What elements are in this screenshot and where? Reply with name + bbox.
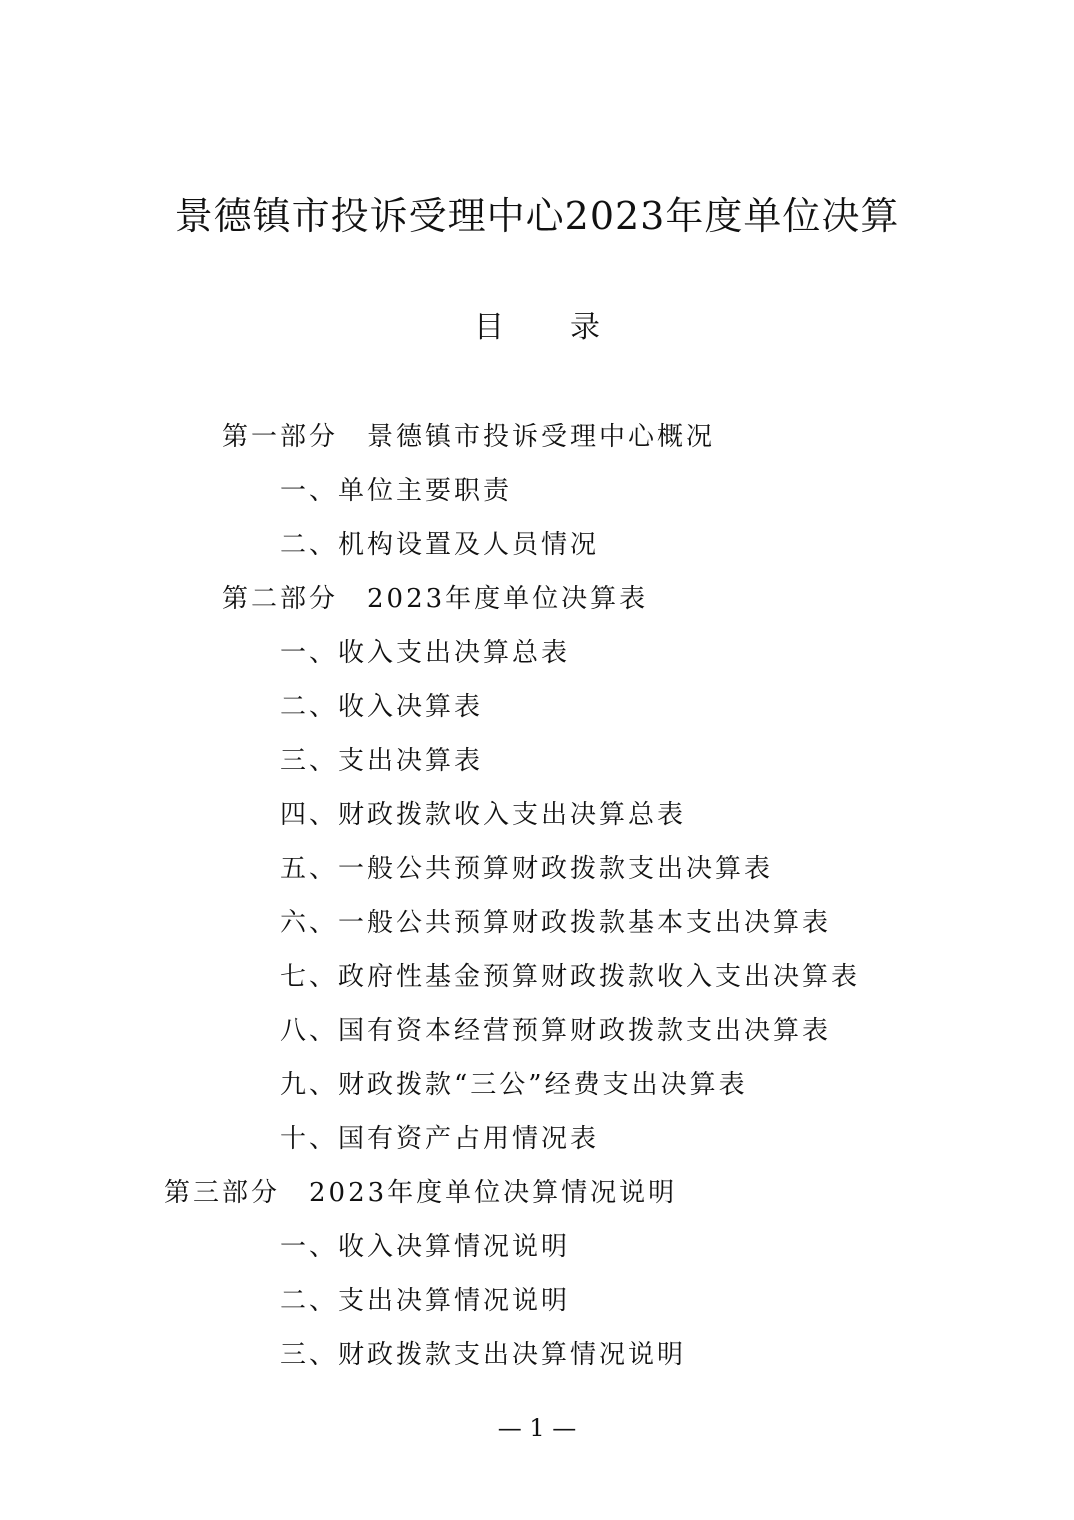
page-number: — 1 — bbox=[497, 1414, 577, 1442]
toc-part-2: 第二部分 2023年度单位决算表 bbox=[222, 584, 649, 614]
toc-item: 七、政府性基金预算财政拨款收入支出决算表 bbox=[280, 962, 861, 992]
toc-heading-right: 录 bbox=[570, 310, 600, 345]
toc-part-1: 第一部分 景德镇市投诉受理中心概况 bbox=[222, 422, 716, 452]
toc-item: 八、国有资本经营预算财政拨款支出决算表 bbox=[280, 1016, 832, 1046]
toc-item: 三、支出决算表 bbox=[280, 746, 484, 776]
toc-item: 二、收入决算表 bbox=[280, 692, 484, 722]
toc-item: 十、国有资产占用情况表 bbox=[280, 1124, 600, 1154]
toc-heading-left: 目 bbox=[474, 310, 504, 345]
toc-item: 三、财政拨款支出决算情况说明 bbox=[280, 1340, 687, 1370]
toc-item: 九、财政拨款“三公”经费支出决算表 bbox=[280, 1070, 748, 1100]
toc-item: 一、收入支出决算总表 bbox=[280, 638, 571, 668]
toc-part-3: 第三部分 2023年度单位决算情况说明 bbox=[164, 1178, 678, 1208]
toc-item: 一、单位主要职责 bbox=[280, 476, 513, 506]
document-title: 景德镇市投诉受理中心2023年度单位决算 bbox=[174, 194, 900, 238]
toc-item: 二、机构设置及人员情况 bbox=[280, 530, 600, 560]
toc-item: 五、一般公共预算财政拨款支出决算表 bbox=[280, 854, 774, 884]
toc-item: 六、一般公共预算财政拨款基本支出决算表 bbox=[280, 908, 832, 938]
toc-item: 二、支出决算情况说明 bbox=[280, 1286, 571, 1316]
toc-item: 一、收入决算情况说明 bbox=[280, 1232, 571, 1262]
toc-item: 四、财政拨款收入支出决算总表 bbox=[280, 800, 687, 830]
